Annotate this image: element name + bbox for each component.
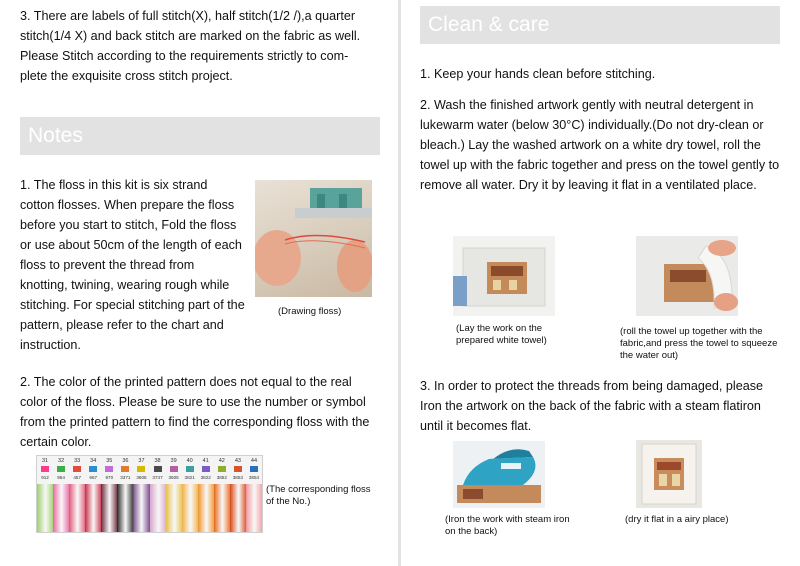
chart-number-cell: 44 [250,458,258,464]
chart-dmc-cell: 3822 [200,475,211,480]
hands-floss-illustration [255,180,372,297]
chart-thread-swatch [214,484,231,532]
chart-symbol-cell [89,466,97,472]
dry-illustration [636,440,702,508]
chart-thread-swatch [166,484,183,532]
iron-illustration [453,441,545,508]
chart-symbol-cell [73,466,81,472]
chart-dmc-cell: 3608 [136,475,147,480]
chart-symbol-cell [105,466,113,472]
chart-dmc-cell: 967 [89,475,98,480]
chart-number-cell: 40 [186,458,193,464]
chart-thread-swatch [182,484,199,532]
chart-number-cell: 34 [90,458,97,464]
chart-dmc-cell: 912 [41,475,49,480]
chart-symbol-cell [41,466,49,472]
clean-hands-paragraph: 1. Keep your hands clean before stitching. [420,67,656,81]
roll-towel-photo [636,236,738,316]
wash-paragraph: 2. Wash the finished artwork gently with neutral detergent in lukewarm water (below 30°C) individually.(Do not dry-clean or bleach.) Lay the washed artwork on a white dry towel, roll the towel up with the fabric together and press on the towel gently to remove all water. Dry it by leaving it flat in a ventilated place. [420,98,780,192]
chart-thread-swatch [150,484,167,532]
notes-header: Notes [20,117,380,155]
chart-symbol-cell [202,466,210,472]
iron-photo [453,441,545,508]
chart-number-cell: 42 [218,458,225,464]
dry-flat-photo [636,440,702,508]
chart-dmc-cell: 3854 [248,475,260,480]
lay-caption: (Lay the work on the prepared white towel) [456,323,547,346]
chart-number-cell: 36 [122,458,129,464]
chart-thread-swatch [85,484,102,532]
column-divider [398,0,401,566]
roll-caption: (roll the towel up together with the fabric,and press the towel to squeeze the water out) [620,326,778,361]
chart-dmc-cell: 954 [57,475,65,480]
corresponding-floss-caption: (The corresponding floss of the No.) [266,484,371,507]
chart-symbol-cell [137,466,145,472]
dry-caption: (dry it flat in a airy place) [625,514,729,525]
drawing-floss-caption: (Drawing floss) [278,306,342,317]
color-paragraph: 2. The color of the printed pattern does not equal to the real color of the floss. Please be sure to use the number or symbol from the printed pattern to find the corresponding floss with the certain color. [20,375,370,449]
clean-care-header: Clean & care [420,6,780,44]
chart-symbol-cell [121,466,129,472]
chart-thread-swatch [69,484,86,532]
chart-symbol-cell [57,466,65,472]
chart-number-cell: 39 [170,458,177,464]
chart-dmc-cell: 457 [73,475,81,480]
chart-dmc-cell: 3747 [152,475,163,480]
iron-caption: (Iron the work with steam iron on the back) [445,514,570,537]
chart-thread-swatch [53,484,70,532]
chart-symbol-cell [250,466,258,472]
roll-illustration [636,236,738,316]
chart-dmc-cell: 3853 [232,475,243,480]
floss-color-chart [36,455,263,533]
chart-number-cell: 33 [74,458,81,464]
chart-thread-swatch [117,484,134,532]
lay-on-towel-photo [453,236,555,316]
chart-thread-swatch [101,484,118,532]
stitch-labels-paragraph: 3. There are labels of full stitch(X), half stitch(1/2 /),a quarter stitch(1/4 X) and back stitch are marked on the fabric as well. Please Stitch according to the requirements strictly to com-plete the exquisite cross stitch project. [20,9,361,83]
chart-dmc-cell: 3605 [168,475,179,480]
chart-thread-swatch [198,484,215,532]
drawing-floss-photo [255,180,372,297]
iron-paragraph: 3. In order to protect the threads from being damaged, please Iron the artwork on the back of the fabric with a steam flatiron until it becomes flat. [420,379,764,433]
chart-number-cell: 37 [138,458,145,464]
chart-thread-swatch [230,484,247,532]
floss-paragraph: 1. The floss in this kit is six strand cotton flosses. When prepare the floss before you start to stitch, Fold the floss or use about 50cm of the length of each floss to prevent the thread from knotting, twining, wearing rough while stitching. For special stitching part of the pattern, please refer to the chart and instruction. [20,178,245,352]
chart-dmc-cell: 3821 [184,475,195,480]
chart-thread-swatch [133,484,150,532]
chart-dmc-cell: 3371 [120,475,131,480]
chart-number-cell: 43 [234,458,241,464]
chart-number-cell: 31 [41,458,49,464]
chart-symbol-cell [170,466,178,472]
chart-symbol-cell [218,466,226,472]
chart-symbol-cell [234,466,242,472]
chart-thread-swatch [37,484,54,532]
chart-thread-swatch [246,484,263,532]
chart-number-cell: 32 [58,458,65,464]
chart-number-cell: 41 [202,458,209,464]
chart-symbol-cell [154,466,162,472]
chart-number-cell: 35 [106,458,113,464]
chart-number-cell: 38 [154,458,161,464]
chart-symbol-cell [186,466,194,472]
towel-illustration [453,236,555,316]
chart-dmc-cell: 3852 [216,475,227,480]
chart-dmc-cell: 970 [105,475,114,480]
